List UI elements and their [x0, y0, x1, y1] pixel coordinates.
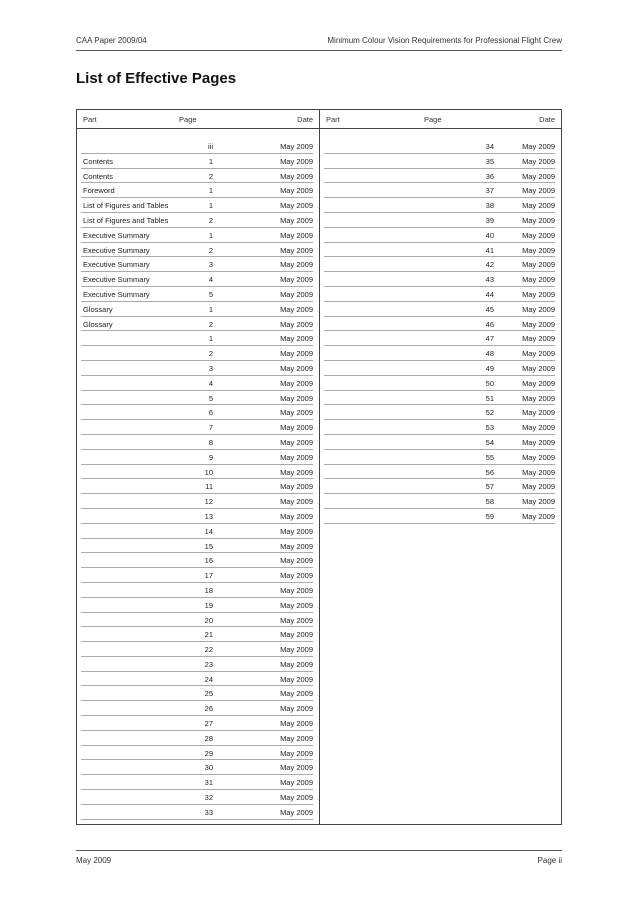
cell-date: May 2009 — [280, 541, 313, 551]
cell-page: 23 — [204, 659, 213, 669]
table-row — [320, 139, 561, 154]
cell-part: Executive Summary — [83, 245, 150, 255]
table-row — [77, 213, 319, 228]
table-row — [320, 272, 561, 287]
cell-page: 52 — [485, 408, 494, 418]
cell-date: May 2009 — [280, 733, 313, 743]
table-row — [77, 361, 319, 376]
cell-date: May 2009 — [280, 719, 313, 729]
cell-date: May 2009 — [280, 142, 313, 151]
table-row — [77, 524, 319, 539]
cell-date: May 2009 — [522, 201, 555, 211]
table-row — [320, 361, 561, 376]
cell-date: May 2009 — [280, 556, 313, 566]
table-row — [320, 509, 561, 524]
cell-page: 1 — [208, 334, 213, 344]
table-row — [320, 183, 561, 198]
table-left-column — [77, 110, 320, 824]
cell-page: 8 — [208, 437, 213, 447]
table-right-rows — [320, 139, 561, 524]
cell-page: 19 — [204, 600, 213, 610]
cell-date: May 2009 — [522, 363, 555, 373]
cell-page: 37 — [485, 186, 494, 196]
cell-date: May 2009 — [522, 186, 555, 196]
cell-date: May 2009 — [522, 289, 555, 299]
table-row — [77, 391, 319, 406]
table-row — [320, 494, 561, 509]
cell-date: May 2009 — [280, 408, 313, 418]
table-row — [320, 420, 561, 435]
cell-page: 34 — [485, 142, 494, 151]
cell-page: 38 — [485, 201, 494, 211]
cell-page: 18 — [204, 585, 213, 595]
cell-date: May 2009 — [522, 511, 555, 521]
cell-date: May 2009 — [280, 807, 313, 817]
table-row — [77, 553, 319, 568]
cell-date: May 2009 — [280, 319, 313, 329]
cell-page: 16 — [204, 556, 213, 566]
cell-page: 13 — [204, 511, 213, 521]
cell-date: May 2009 — [522, 423, 555, 433]
cell-date: May 2009 — [522, 230, 555, 240]
cell-date: May 2009 — [280, 645, 313, 655]
table-row — [320, 405, 561, 420]
cell-date: May 2009 — [522, 304, 555, 314]
cell-page: 5 — [208, 289, 213, 299]
cell-page: 44 — [485, 289, 494, 299]
cell-page: 45 — [485, 304, 494, 314]
table-row — [77, 435, 319, 450]
table-row — [320, 376, 561, 391]
cell-date: May 2009 — [280, 511, 313, 521]
cell-page: 43 — [485, 275, 494, 285]
table-row — [320, 243, 561, 258]
column-header-part: Part — [83, 115, 97, 124]
cell-date: May 2009 — [522, 467, 555, 477]
cell-date: May 2009 — [280, 393, 313, 403]
cell-page: 1 — [208, 201, 213, 211]
cell-page: 42 — [485, 260, 494, 270]
cell-date: May 2009 — [522, 452, 555, 462]
cell-date: May 2009 — [280, 659, 313, 669]
cell-page: 15 — [204, 541, 213, 551]
cell-part: Foreword — [83, 186, 115, 196]
table-row — [77, 775, 319, 790]
cell-page: 32 — [204, 793, 213, 803]
column-header-date: Date — [297, 115, 313, 124]
table-row — [77, 287, 319, 302]
table-row — [77, 627, 319, 642]
table-row — [77, 805, 319, 820]
cell-page: 47 — [485, 334, 494, 344]
cell-page: 49 — [485, 363, 494, 373]
table-row — [77, 494, 319, 509]
cell-date: May 2009 — [280, 526, 313, 536]
cell-page: 1 — [208, 304, 213, 314]
table-row — [77, 183, 319, 198]
table-row — [77, 613, 319, 628]
table-row — [320, 169, 561, 184]
table-row — [77, 509, 319, 524]
table-row — [77, 169, 319, 184]
cell-date: May 2009 — [280, 452, 313, 462]
table-row — [77, 657, 319, 672]
cell-date: May 2009 — [280, 571, 313, 581]
cell-page: 53 — [485, 423, 494, 433]
cell-part: Glossary — [83, 304, 113, 314]
table-row — [320, 391, 561, 406]
cell-page: 27 — [204, 719, 213, 729]
column-header-part: Part — [326, 115, 340, 124]
cell-page: 31 — [204, 778, 213, 788]
page-header — [76, 36, 562, 50]
cell-page: 1 — [208, 156, 213, 166]
cell-page: 5 — [208, 393, 213, 403]
cell-page: 33 — [204, 807, 213, 817]
table-row — [77, 746, 319, 761]
table-row — [77, 346, 319, 361]
cell-date: May 2009 — [280, 674, 313, 684]
header-document-title: Minimum Colour Vision Requirements for Professional Flight Crew — [327, 36, 562, 45]
cell-date: May 2009 — [280, 275, 313, 285]
cell-date: May 2009 — [522, 393, 555, 403]
cell-date: May 2009 — [522, 275, 555, 285]
cell-page: 21 — [204, 630, 213, 640]
cell-part: Contents — [83, 171, 114, 181]
cell-page: 10 — [204, 467, 213, 477]
cell-page: 1 — [208, 230, 213, 240]
cell-date: May 2009 — [280, 467, 313, 477]
table-row — [77, 568, 319, 583]
table-row — [77, 317, 319, 332]
cell-date: May 2009 — [522, 260, 555, 270]
table-row — [77, 198, 319, 213]
cell-page: 9 — [208, 452, 213, 462]
cell-part: List of Figures and Tables — [83, 215, 169, 225]
cell-page: 40 — [485, 230, 494, 240]
table-row — [77, 672, 319, 687]
table-row — [320, 479, 561, 494]
cell-part: Executive Summary — [83, 230, 150, 240]
table-left-rows — [77, 139, 319, 820]
table-row — [77, 760, 319, 775]
cell-page: 36 — [485, 171, 494, 181]
cell-date: May 2009 — [280, 334, 313, 344]
cell-date: May 2009 — [522, 408, 555, 418]
table-row — [320, 317, 561, 332]
cell-page: 56 — [485, 467, 494, 477]
table-row — [320, 450, 561, 465]
cell-page: iii — [208, 142, 213, 151]
table-row — [77, 331, 319, 346]
cell-date: May 2009 — [522, 245, 555, 255]
cell-part: List of Figures and Tables — [83, 201, 169, 211]
cell-date: May 2009 — [280, 630, 313, 640]
cell-date: May 2009 — [280, 289, 313, 299]
cell-date: May 2009 — [280, 245, 313, 255]
cell-page: 39 — [485, 215, 494, 225]
cell-page: 20 — [204, 615, 213, 625]
cell-date: May 2009 — [522, 334, 555, 344]
effective-pages-table — [76, 109, 562, 825]
cell-date: May 2009 — [280, 349, 313, 359]
cell-page: 7 — [208, 423, 213, 433]
table-row — [77, 598, 319, 613]
header-document-id: CAA Paper 2009/04 — [76, 36, 147, 45]
column-header-date: Date — [539, 115, 555, 124]
cell-date: May 2009 — [280, 615, 313, 625]
footer-page-number: Page ii — [537, 856, 562, 865]
cell-page: 2 — [208, 319, 213, 329]
cell-date: May 2009 — [280, 230, 313, 240]
cell-page: 55 — [485, 452, 494, 462]
table-row — [320, 257, 561, 272]
column-header-page: Page — [179, 115, 197, 124]
table-row — [320, 465, 561, 480]
table-right-column — [320, 110, 561, 824]
table-row — [77, 583, 319, 598]
cell-page: 59 — [485, 511, 494, 521]
cell-date: May 2009 — [280, 260, 313, 270]
cell-page: 57 — [485, 482, 494, 492]
cell-page: 35 — [485, 156, 494, 166]
table-row — [77, 257, 319, 272]
cell-page: 14 — [204, 526, 213, 536]
cell-date: May 2009 — [280, 171, 313, 181]
cell-date: May 2009 — [522, 437, 555, 447]
table-row — [77, 465, 319, 480]
cell-page: 2 — [208, 215, 213, 225]
cell-page: 58 — [485, 497, 494, 507]
cell-page: 4 — [208, 275, 213, 285]
table-row — [77, 302, 319, 317]
table-header-right — [320, 110, 561, 129]
cell-part: Glossary — [83, 319, 113, 329]
cell-date: May 2009 — [522, 171, 555, 181]
footer-rule — [76, 850, 562, 851]
cell-date: May 2009 — [280, 482, 313, 492]
column-header-page: Page — [424, 115, 442, 124]
table-row — [77, 405, 319, 420]
cell-part: Executive Summary — [83, 275, 150, 285]
cell-page: 22 — [204, 645, 213, 655]
header-rule — [76, 50, 562, 51]
cell-part: Executive Summary — [83, 260, 150, 270]
table-row — [77, 731, 319, 746]
table-header-left — [77, 110, 319, 129]
cell-page: 28 — [204, 733, 213, 743]
table-row — [77, 450, 319, 465]
table-row — [320, 287, 561, 302]
table-row — [77, 716, 319, 731]
cell-date: May 2009 — [280, 423, 313, 433]
cell-page: 48 — [485, 349, 494, 359]
cell-page: 26 — [204, 704, 213, 714]
table-row — [77, 790, 319, 805]
cell-page: 3 — [208, 363, 213, 373]
table-row — [77, 701, 319, 716]
table-row — [320, 346, 561, 361]
cell-page: 51 — [485, 393, 494, 403]
cell-date: May 2009 — [280, 201, 313, 211]
table-row — [320, 228, 561, 243]
cell-date: May 2009 — [280, 304, 313, 314]
table-row — [77, 139, 319, 154]
cell-date: May 2009 — [280, 363, 313, 373]
cell-part: Executive Summary — [83, 289, 150, 299]
cell-date: May 2009 — [280, 793, 313, 803]
cell-date: May 2009 — [280, 748, 313, 758]
cell-page: 4 — [208, 378, 213, 388]
cell-page: 17 — [204, 571, 213, 581]
page-title: List of Effective Pages — [76, 70, 237, 87]
cell-date: May 2009 — [522, 378, 555, 388]
table-row — [77, 272, 319, 287]
cell-date: May 2009 — [280, 378, 313, 388]
cell-date: May 2009 — [522, 142, 555, 151]
cell-page: 30 — [204, 763, 213, 773]
table-row — [320, 331, 561, 346]
cell-page: 2 — [208, 349, 213, 359]
cell-date: May 2009 — [522, 497, 555, 507]
table-row — [77, 376, 319, 391]
table-row — [77, 228, 319, 243]
cell-page: 11 — [205, 482, 213, 492]
cell-date: May 2009 — [280, 778, 313, 788]
table-row — [77, 642, 319, 657]
cell-page: 41 — [485, 245, 494, 255]
cell-page: 54 — [485, 437, 494, 447]
table-row — [77, 243, 319, 258]
cell-page: 29 — [204, 748, 213, 758]
cell-date: May 2009 — [280, 186, 313, 196]
cell-page: 1 — [208, 186, 213, 196]
table-row — [77, 420, 319, 435]
page-footer — [76, 856, 562, 870]
cell-page: 25 — [204, 689, 213, 699]
table-row — [320, 435, 561, 450]
cell-date: May 2009 — [280, 763, 313, 773]
table-row — [77, 686, 319, 701]
table-row — [320, 213, 561, 228]
cell-page: 46 — [485, 319, 494, 329]
cell-date: May 2009 — [522, 482, 555, 492]
cell-date: May 2009 — [280, 689, 313, 699]
table-row — [77, 479, 319, 494]
cell-page: 12 — [204, 497, 213, 507]
cell-date: May 2009 — [280, 156, 313, 166]
cell-date: May 2009 — [280, 437, 313, 447]
cell-part: Contents — [83, 156, 114, 166]
table-row — [77, 539, 319, 554]
cell-page: 2 — [208, 245, 213, 255]
table-row — [320, 198, 561, 213]
cell-date: May 2009 — [522, 319, 555, 329]
cell-page: 3 — [208, 260, 213, 270]
cell-page: 2 — [208, 171, 213, 181]
table-row — [320, 154, 561, 169]
cell-date: May 2009 — [280, 600, 313, 610]
cell-date: May 2009 — [522, 156, 555, 166]
cell-page: 6 — [208, 408, 213, 418]
cell-date: May 2009 — [280, 704, 313, 714]
table-row — [320, 302, 561, 317]
cell-page: 50 — [485, 378, 494, 388]
cell-date: May 2009 — [280, 497, 313, 507]
cell-date: May 2009 — [280, 215, 313, 225]
cell-date: May 2009 — [522, 349, 555, 359]
cell-date: May 2009 — [522, 215, 555, 225]
cell-page: 24 — [204, 674, 213, 684]
cell-date: May 2009 — [280, 585, 313, 595]
table-row — [77, 154, 319, 169]
footer-date: May 2009 — [76, 856, 112, 865]
